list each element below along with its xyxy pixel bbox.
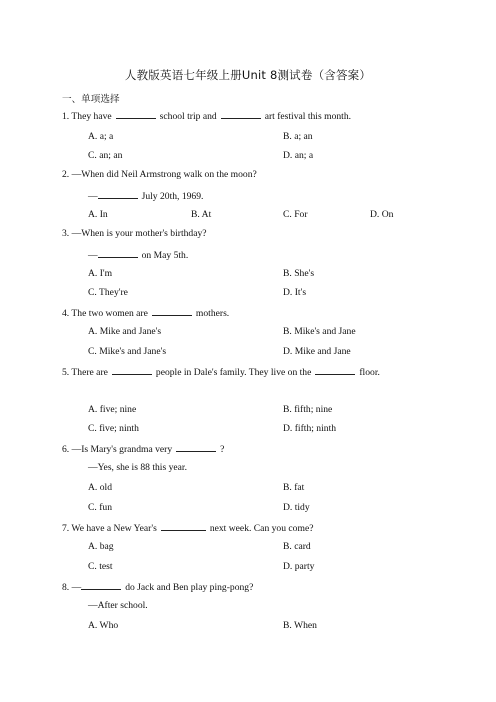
option-a: A. Mike and Jane's [88, 326, 162, 337]
answer-blank [112, 365, 152, 375]
option-b: B. When [283, 620, 317, 631]
question-1: 1. They have school trip and art festival this month. [62, 111, 352, 122]
option-d: D. Mike and Jane [283, 346, 351, 357]
question-7: 7. We have a New Year's next week. Can you come? [62, 523, 314, 534]
question-5: 5. There are people in Dale's family. They live on the floor. [62, 367, 380, 378]
option-b: B. fat [283, 482, 305, 493]
option-d: D. party [283, 561, 315, 572]
option-d: D. an; a [283, 150, 314, 161]
option-b: B. Mike's and Jane [283, 326, 356, 337]
answer-blank [152, 306, 192, 316]
answer-blank [98, 248, 138, 258]
option-a: A. a; a [88, 131, 114, 142]
question-3-answer: — on May 5th. [88, 250, 189, 261]
answer-blank [116, 109, 156, 119]
option-c: C. an; an [88, 150, 123, 161]
question-2-answer: — July 20th, 1969. [88, 191, 204, 202]
option-a: A. I'm [88, 268, 113, 279]
question-6: 6. —Is Mary's grandma very ? [62, 444, 225, 455]
section-heading: 一、单项选择 [62, 94, 120, 105]
option-d: D. It's [283, 287, 307, 298]
option-d: D. tidy [283, 502, 310, 513]
option-c: C. They're [88, 287, 128, 298]
answer-blank [315, 365, 355, 375]
page-title: 人教版英语七年级上册Unit 8测试卷（含答案） [124, 68, 372, 82]
option-b: B. At [191, 209, 212, 220]
option-a: A. old [88, 482, 112, 493]
option-c: C. test [88, 561, 113, 572]
question-3: 3. —When is your mother's birthday? [62, 228, 207, 239]
question-6-answer: —Yes, she is 88 this year. [88, 462, 187, 473]
option-b: B. She's [283, 268, 315, 279]
option-c: C. fun [88, 502, 112, 513]
answer-blank [98, 189, 138, 199]
question-4: 4. The two women are mothers. [62, 308, 230, 319]
option-a: A. In [88, 209, 108, 220]
option-d: D. fifth; ninth [283, 423, 337, 434]
option-a: A. five; nine [88, 404, 137, 415]
option-a: A. bag [88, 541, 114, 552]
answer-blank [81, 580, 121, 590]
option-c: C. Mike's and Jane's [88, 346, 167, 357]
option-b: B. a; an [283, 131, 313, 142]
question-8: 8. — do Jack and Ben play ping-pong? [62, 582, 254, 593]
answer-blank [161, 521, 206, 531]
question-8-answer: —After school. [88, 600, 148, 611]
option-b: B. card [283, 541, 311, 552]
option-d: D. On [370, 209, 394, 220]
answer-blank [176, 442, 216, 452]
option-b: B. fifth; nine [283, 404, 333, 415]
answer-blank [221, 109, 261, 119]
option-a: A. Who [88, 620, 119, 631]
question-2: 2. —When did Neil Armstrong walk on the moon? [62, 169, 257, 180]
option-c: C. five; ninth [88, 423, 139, 434]
option-c: C. For [283, 209, 308, 220]
